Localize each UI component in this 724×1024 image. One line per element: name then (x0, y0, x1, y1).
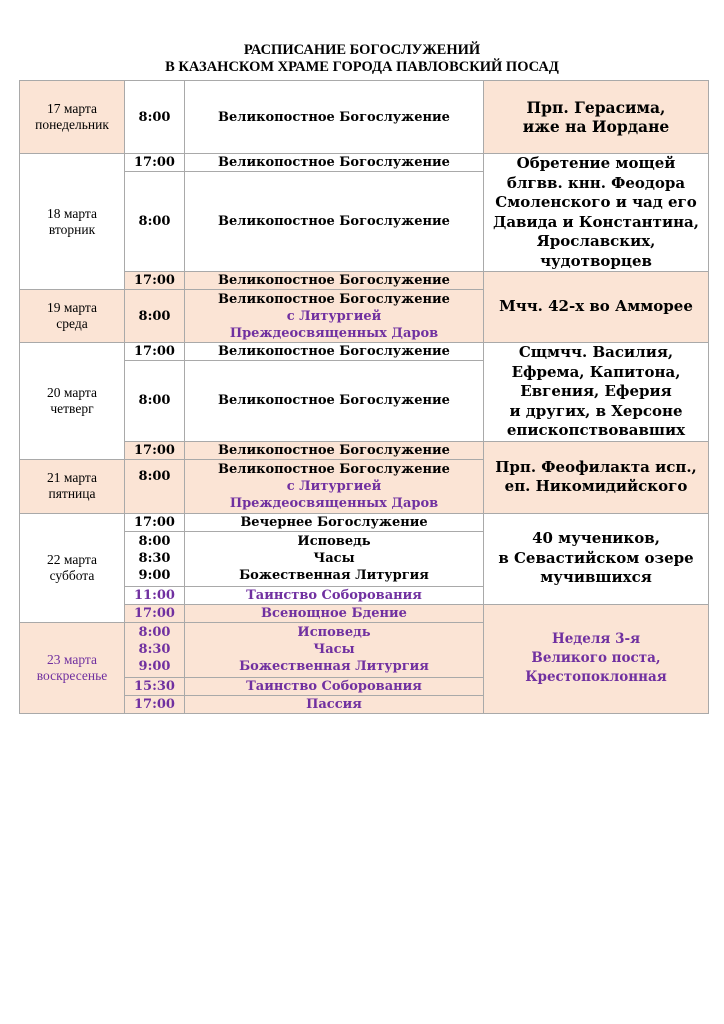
feast-line: Смоленского и чад его (495, 193, 697, 211)
time-cell: 8:00 (125, 172, 185, 272)
feast-line: и других, в Херсоне (509, 401, 683, 420)
day-date: 20 марта (47, 384, 97, 400)
service-cell: Вечернее Богослужение (185, 513, 484, 531)
time-cell: 8:00 (125, 290, 185, 343)
time-cell (125, 622, 185, 677)
time-line: 9:00 (138, 659, 171, 674)
day-cell (20, 513, 125, 622)
service-line: с Литургией (286, 308, 382, 324)
service-cell: Великопостное Богослужение (185, 154, 484, 172)
service-line: Божественная Литургия (239, 659, 429, 674)
feast-line: епископствовавших (506, 421, 686, 439)
feast-line: в Севастийском озере (498, 548, 694, 567)
service-cell: Таинство Соборования (185, 677, 484, 695)
service-cell (185, 290, 484, 343)
table-row (20, 81, 709, 154)
table-row (20, 154, 709, 172)
page-title (0, 42, 724, 76)
day-weekday: пятница (48, 486, 96, 501)
feast-line: блгвв. кнн. Феодора (506, 173, 686, 192)
feast-cell (484, 343, 709, 442)
day-date: 23 марта (47, 651, 97, 667)
day-date: 17 марта (47, 101, 97, 116)
feast-line: Сщмчч. Василия, (518, 343, 674, 361)
feast-line: Ярославских, (536, 232, 656, 250)
day-weekday: воскресенье (36, 667, 108, 683)
time-cell (125, 531, 185, 586)
service-line: Исповедь (297, 534, 371, 549)
feast-line: Обретение мощей (516, 154, 676, 172)
feast-line: Великого поста, (531, 650, 661, 666)
service-cell: Таинство Соборования (185, 586, 484, 604)
table-row (20, 343, 709, 361)
time-cell: 17:00 (125, 154, 185, 172)
time-cell: 17:00 (125, 695, 185, 713)
feast-line: иже на Иордане (522, 117, 670, 136)
day-cell (20, 343, 125, 460)
time-cell: 17:00 (125, 272, 185, 290)
service-line: Преждеосвященных Даров (229, 325, 439, 341)
time-line: 8:00 (138, 625, 171, 640)
time-cell: 17:00 (125, 343, 185, 361)
time-cell: 17:00 (125, 513, 185, 531)
table-row (20, 513, 709, 531)
time-cell: 8:00 (125, 81, 185, 154)
time-cell: 8:00 (125, 361, 185, 441)
time-cell: 8:00 (125, 459, 185, 513)
service-cell: Великопостное Богослужение (185, 81, 484, 154)
time-cell: 11:00 (125, 586, 185, 604)
feast-line: 40 мучеников, (532, 529, 660, 548)
day-weekday: четверг (50, 400, 94, 416)
title-line-2: В КАЗАНСКОМ ХРАМЕ ГОРОДА ПАВЛОВСКИЙ ПОСАД (165, 59, 559, 75)
service-cell: Великопостное Богослужение (185, 441, 484, 459)
day-date: 22 марта (47, 551, 97, 567)
feast-line: Прп. Феофилакта исп., (495, 457, 697, 476)
service-cell: Великопостное Богослужение (185, 172, 484, 272)
service-cell: Великопостное Богослужение (185, 343, 484, 361)
feast-line: Неделя 3-я (551, 631, 641, 647)
service-line: Исповедь (297, 625, 371, 640)
feast-cell (484, 272, 709, 343)
time-line: 8:30 (138, 551, 171, 566)
feast-line: Крестопоклонная (525, 669, 667, 685)
service-cell: Великопостное Богослужение (185, 272, 484, 290)
feast-cell (484, 604, 709, 713)
title-line-1: РАСПИСАНИЕ БОГОСЛУЖЕНИЙ (243, 42, 481, 58)
service-cell: Всенощное Бдение (185, 604, 484, 622)
service-line: Часы (313, 551, 355, 566)
feast-cell (484, 513, 709, 604)
feast-cell (484, 441, 709, 513)
day-cell (20, 622, 125, 713)
day-weekday: суббота (49, 567, 95, 583)
day-weekday: понедельник (35, 117, 109, 132)
time-cell: 17:00 (125, 604, 185, 622)
service-line: Божественная Литургия (239, 568, 429, 583)
feast-line: Давида и Константина, (493, 212, 699, 231)
day-cell (20, 459, 125, 513)
service-cell: Великопостное Богослужение (185, 361, 484, 441)
feast-line: Евгения, Еферия (520, 382, 672, 400)
service-line: с Литургией (286, 478, 382, 494)
feast-line: Ефрема, Капитона, (511, 362, 681, 381)
time-line: 9:00 (138, 568, 171, 583)
service-cell (185, 622, 484, 677)
time-line: 8:30 (138, 642, 171, 657)
service-line: Великопостное Богослужение (218, 461, 450, 477)
service-line: Великопостное Богослужение (218, 291, 450, 307)
service-line: Часы (313, 642, 355, 657)
feast-cell (484, 154, 709, 272)
service-line: Преждеосвященных Даров (229, 495, 439, 511)
feast-cell (484, 81, 709, 154)
day-cell (20, 290, 125, 343)
service-cell (185, 459, 484, 513)
schedule-table (19, 80, 709, 714)
time-line: 8:00 (138, 534, 171, 549)
feast-line: Прп. Герасима, (526, 97, 666, 117)
feast-line: еп. Никомидийского (504, 477, 688, 495)
day-weekday: вторник (48, 221, 96, 237)
time-cell: 15:30 (125, 677, 185, 695)
day-date: 19 марта (47, 300, 97, 315)
day-date: 21 марта (47, 470, 97, 485)
feast-line: мучившихся (540, 568, 652, 587)
day-date: 18 марта (47, 205, 97, 221)
day-cell (20, 154, 125, 290)
day-cell (20, 81, 125, 154)
service-cell: Пассия (185, 695, 484, 713)
service-cell (185, 531, 484, 586)
feast-line: чудотворцев (540, 251, 652, 270)
feast-line: Мчч. 42-х во Амморее (499, 297, 693, 316)
day-weekday: среда (56, 316, 88, 331)
time-cell: 17:00 (125, 441, 185, 459)
